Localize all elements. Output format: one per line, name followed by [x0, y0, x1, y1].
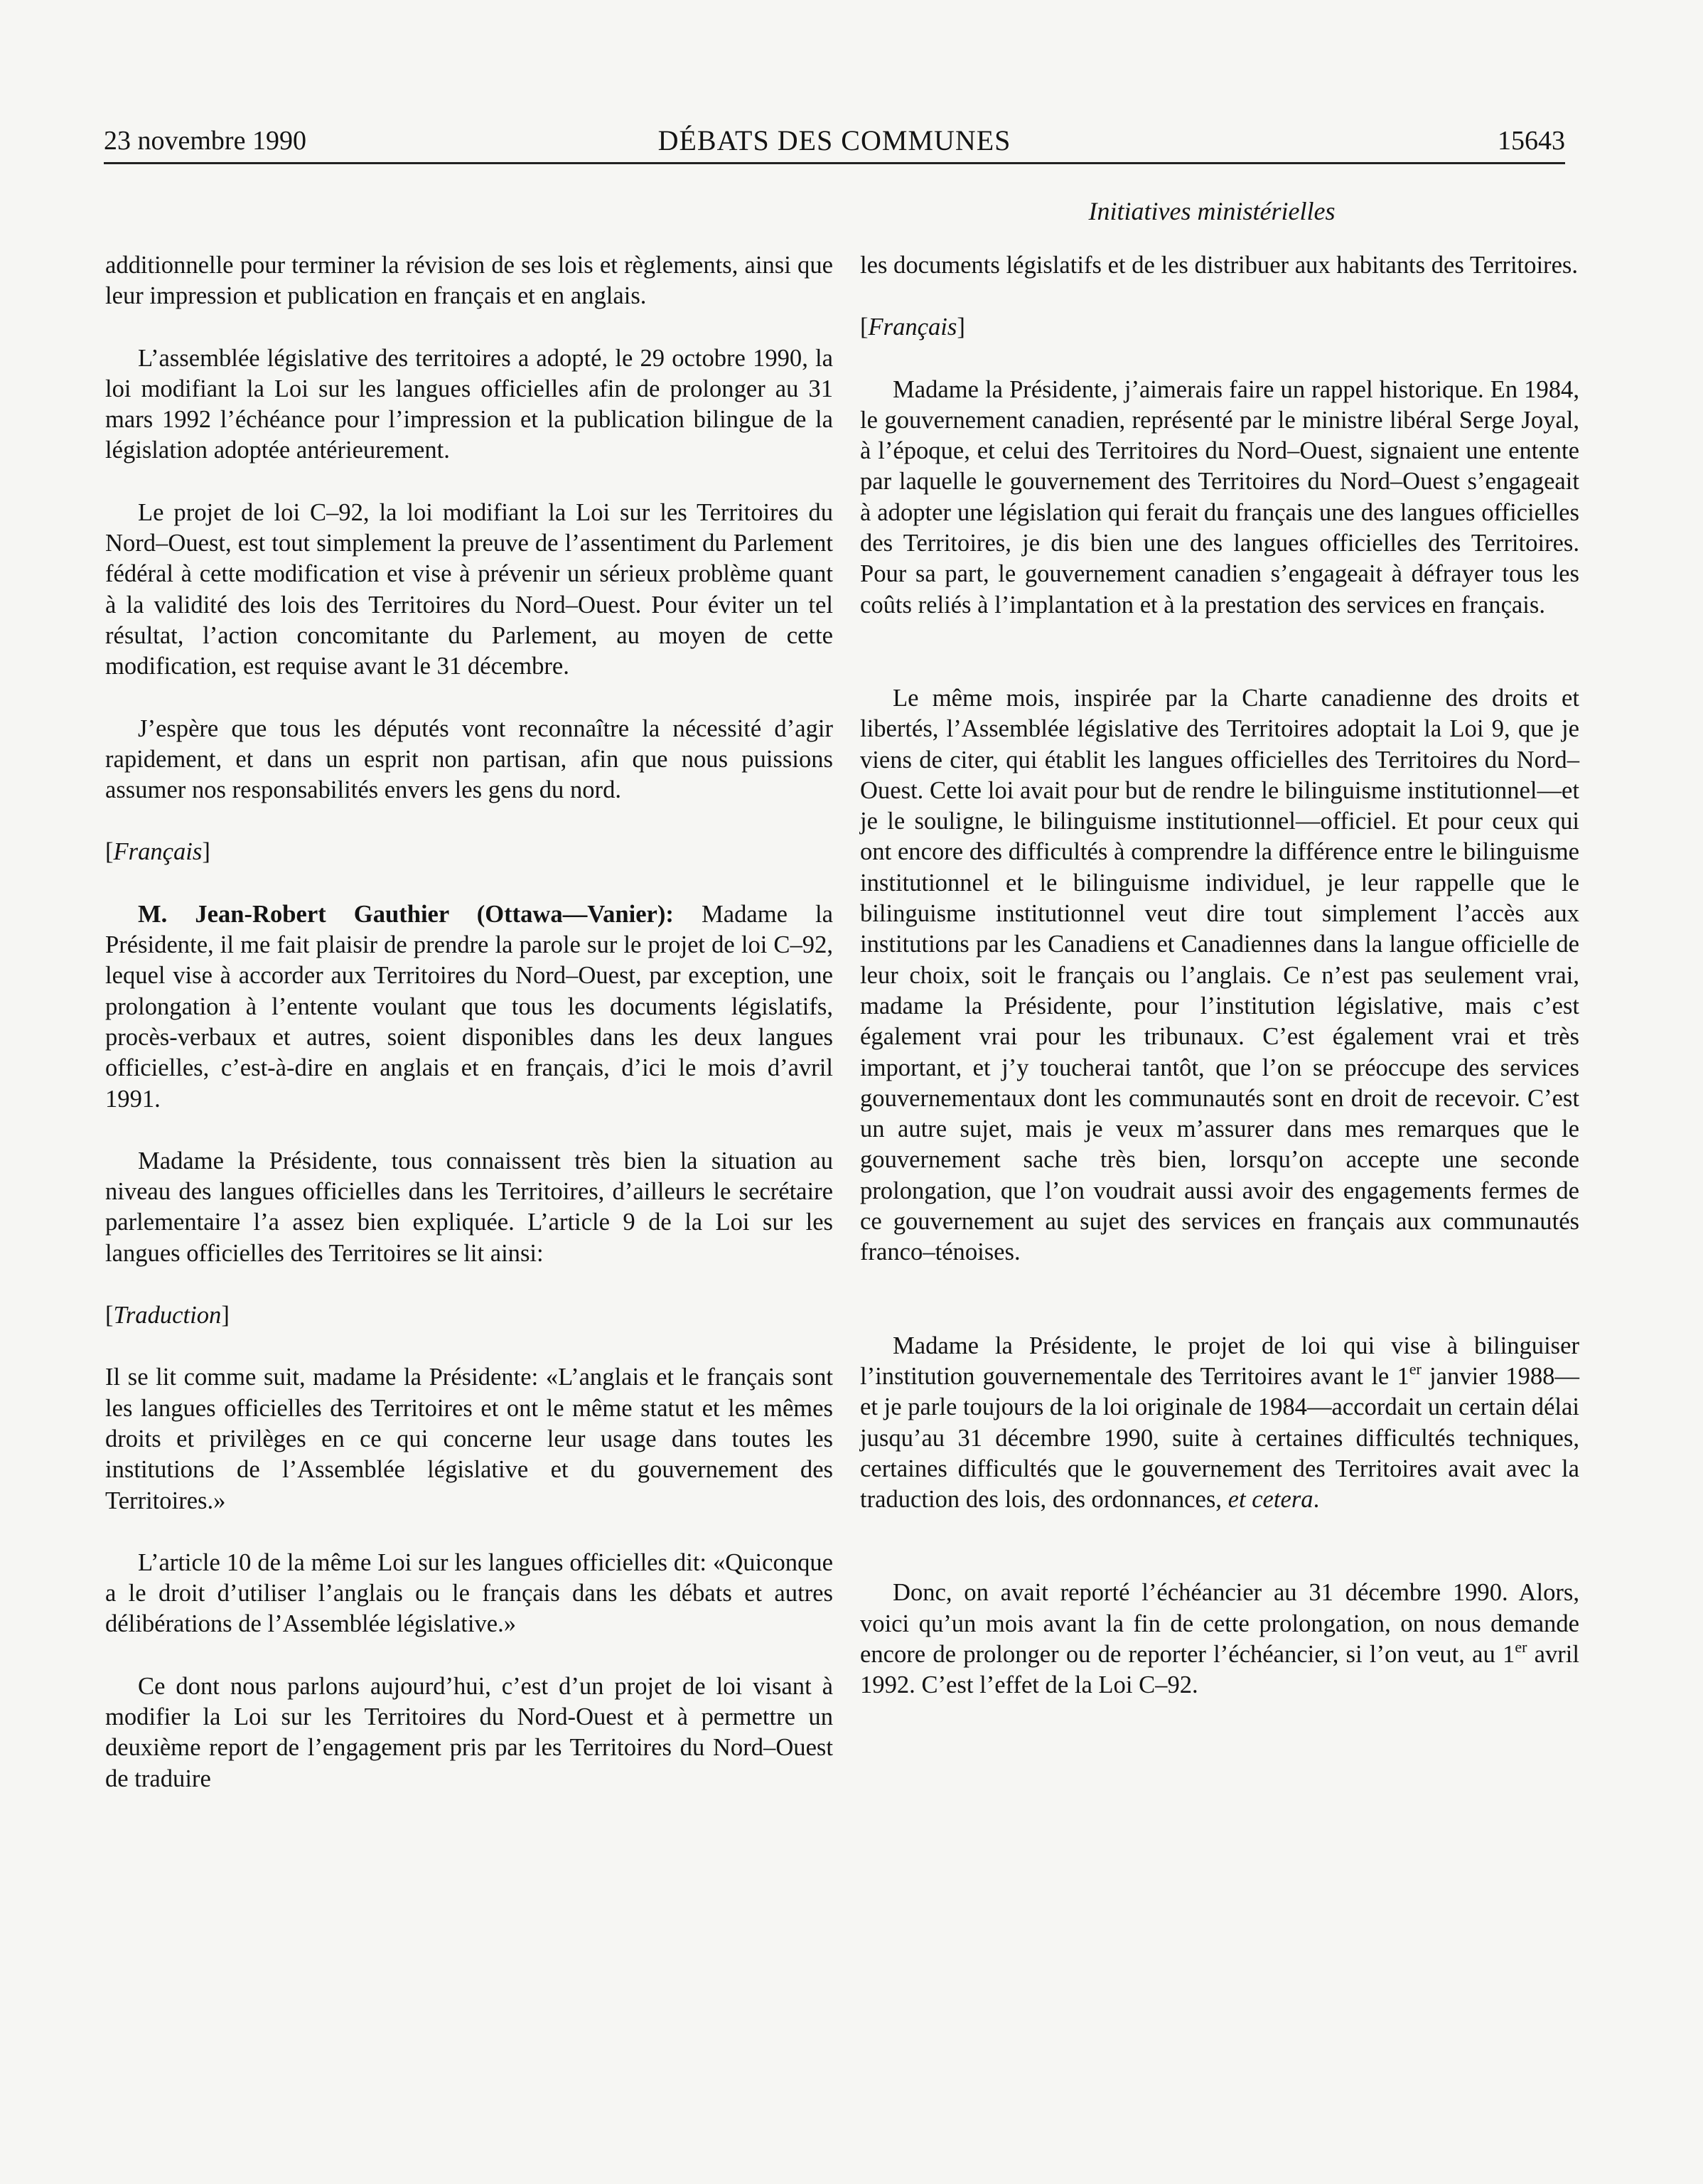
paragraph: Le même mois, inspirée par la Charte canadienne des droits et libertés, l’Assemblée législative des Territoires adoptait la Loi 9, que je viens de citer, qui établit les langues officielles des Territoires du Nord–Ouest. Cette loi avait pour but de rendre le bilinguisme institutionnel—et je le souligne, le bilinguisme institutionnel—officiel. Et pour ceux qui ont encore des difficultés à comprendre la différence entre le bilinguisme institutionnel et le bilinguisme individuel, je leur rappelle que le bilinguisme institutionnel veut dire tout simplement l’accès aux institutions par les Canadiens et Canadiennes dans la langue officielle de leur choix, soit le français ou l’anglais. Ce n’est pas seulement vrai, madame la Présidente, pour l’institution législative, mais c’est également vrai pour les tribunaux. C’est également vrai et très important, et j’y toucherai tantôt, que l’on se préoccupe des services gouvernementaux dont les communautés sont en droit de recevoir. C’est un autre sujet, mais je veux m’assurer dans mes remarques que le gouvernement sache très bien, lorsqu’on accepte une seconde prolongation, que l’on voudrait aussi avoir des engagements fermes de ce gouvernement au sujet des services en français aux communautés franco–ténoises. [860, 684, 1579, 1266]
paragraph: Madame la Présidente, j’aimerais faire un rappel historique. En 1984, le gouvernement canadien, représenté par le ministre libéral Serge Joyal, à l’époque, et celui des Territoires du Nord–Ouest, signaient une entente par laquelle le gouvernement des Territoires du Nord–Ouest s’engageait à adopter une législation qui ferait du français une des langues officielles des Territoires, je dis bien une des langues officielles des Territoires. Pour sa part, le gouvernement canadien s’engageait à défrayer tous les coûts reliés à l’implantation et à la prestation des services en français. [860, 375, 1579, 619]
left-column [105, 250, 833, 1794]
text-run: Madame la Présidente, le projet de loi qui vise à bilinguiser l’institution gouvernementale des Territoires avant le 1 [860, 1332, 1579, 1390]
text-run: avril 1992. C’est l’effet de la Loi C–92. [860, 1640, 1579, 1699]
paragraph [860, 1331, 1579, 1516]
superscript: er [1409, 1359, 1422, 1378]
right-column [860, 250, 1579, 1701]
text-run: Donc, on avait reporté l’échéancier au 31 décembre 1990. Alors, voici qu’un mois avant la fin de cette prolongation, on nous demande encore de prolonger ou de reporter l’échéancier, si l’on veut, au 1 [860, 1579, 1579, 1668]
paragraph: Il se lit comme suit, madame la Présidente: «L’anglais et le français sont les langues officielles des Territoires et ont le même statut et les mêmes droits et privilèges en ce qui concerne leur usage dans toutes les institutions de l’Assemblée législative et du gouvernement des Territoires.» [105, 1364, 833, 1514]
language-label: Traduction [113, 1302, 222, 1329]
paragraph: Ce dont nous parlons aujourd’hui, c’est d’un projet de loi visant à modifier la Loi sur les Territoires du Nord-Ouest et à permettre un deuxième report de l’engagement pris par les Territoires du Nord–Ouest de traduire [105, 1672, 833, 1792]
paragraph: J’espère que tous les députés vont reconnaître la nécessité d’agir rapidement, et dans un esprit non partisan, afin que nous puissions assumer nos responsabilités envers les gens du nord. [105, 714, 833, 804]
paragraph: les documents législatifs et de les distribuer aux habitants des Territoires. [860, 252, 1579, 279]
superscript: er [1515, 1637, 1527, 1656]
language-marker: [Français] [105, 838, 210, 866]
header-title: DÉBATS DES COMMUNES [657, 124, 1011, 156]
language-label: Français [113, 838, 203, 866]
paragraph: L’article 10 de la même Loi sur les langues officielles dit: «Quiconque a le droit d’utiliser l’anglais ou le français dans les débats et autres délibérations de l’Assemblée législative.» [105, 1548, 833, 1638]
header-date: 23 novembre 1990 [104, 126, 306, 156]
language-marker: [Traduction] [105, 1302, 230, 1329]
paragraph: additionnelle pour terminer la révision de ses lois et règlements, ainsi que leur impression et publication en français et en anglais. [105, 252, 833, 310]
speech-text: Madame la Présidente, il me fait plaisir de prendre la parole sur le projet de loi C–92, lequel vise à accorder aux Territoires du Nord–Ouest, par exception, une prolongation à l’entente voulant que tous les documents législatifs, procès-verbaux et autres, soient disponibles dans les deux langues officielles, c’est-à-dire en anglais et en français, d’ici le mois d’avril 1991. [105, 900, 833, 1113]
language-marker: [Français] [860, 314, 965, 341]
paragraph [860, 1578, 1579, 1701]
paragraph: L’assemblée législative des territoires a adopté, le 29 octobre 1990, la loi modifiant la Loi sur les langues officielles afin de prolonger au 31 mars 1992 l’échéance pour l’impression et la publication bilingue de la législation adoptée antérieurement. [105, 344, 833, 464]
section-heading: Initiatives ministérielles [1088, 197, 1336, 225]
italic-run: et cetera [1227, 1486, 1313, 1514]
language-label: Français [868, 314, 957, 341]
page-header [104, 119, 1565, 164]
speech-paragraph [105, 899, 833, 1115]
paragraph: Madame la Présidente, tous connaissent très bien la situation au niveau des langues officielles dans les Territoires, d’ailleurs le secrétaire parlementaire l’a assez bien expliquée. L’article 9 de la Loi sur les langues officielles des Territoires se lit ainsi: [105, 1147, 833, 1267]
paragraph: Le projet de loi C–92, la loi modifiant la Loi sur les Territoires du Nord–Ouest, est tout simplement la preuve de l’assentiment du Parlement fédéral à cette modification et vise à prévenir un sérieux problème quant à la validité des lois des Territoires du Nord–Ouest. Pour éviter un tel résultat, l’action concomitante du Parlement, au moyen de cette modification, est requise avant le 31 décembre. [105, 498, 833, 680]
header-page-number: 15643 [1498, 126, 1565, 156]
text-run: . [1313, 1486, 1320, 1514]
text-run: janvier 1988—et je parle toujours de la loi originale de 1984—accordait un certain délai jusqu’au 31 décembre 1990, suite à certaines difficultés techniques, certaines difficultés que le gouvernement des Territoires avait avec la traduction des lois, des ordonnances, [860, 1362, 1579, 1514]
speaker-name: M. Jean-Robert Gauthier (Ottawa—Vanier): [138, 900, 674, 928]
